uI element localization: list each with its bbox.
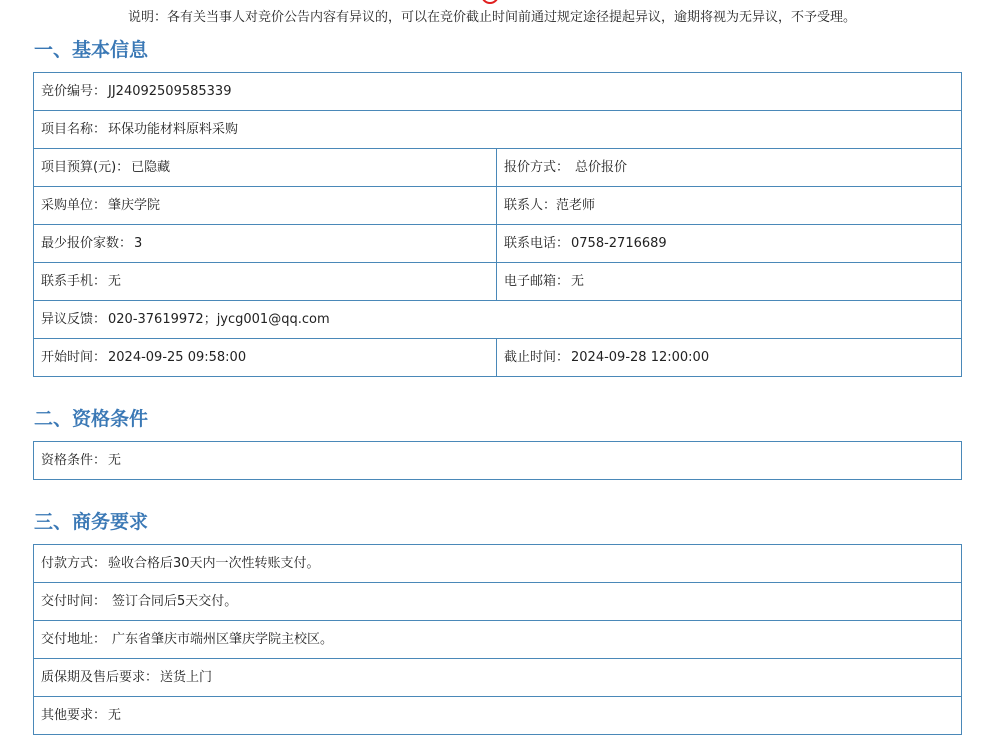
qualification-cell — [34, 442, 962, 480]
table-row — [34, 111, 962, 149]
delivery-time-label: 交付时间： — [41, 593, 107, 609]
objection-feedback-label: 异议反馈： — [41, 311, 107, 327]
end-time-label: 截止时间： — [504, 349, 570, 365]
start-time-value: 2024-09-25 09:58:00 — [108, 349, 247, 365]
contact-label: 联系人： — [504, 197, 557, 213]
purchaser-cell — [34, 187, 497, 225]
warranty-value: 送货上门 — [160, 669, 213, 685]
objection-feedback-cell — [34, 301, 962, 339]
mobile-label: 联系手机： — [41, 273, 107, 289]
mobile-cell — [34, 263, 497, 301]
table-row — [34, 149, 962, 187]
objection-notice: 说明：各有关当事人对竞价公告内容有异议的，可以在竞价截止时间前通过规定途径提起异议，逾期将视为无异议，不予受理。 — [127, 10, 856, 25]
contact-value: 范老师 — [556, 197, 596, 213]
objection-feedback-value: 020-37619972；jycg001@qq.com — [108, 311, 330, 327]
qualification-table — [33, 441, 962, 480]
basic-info-table — [33, 72, 962, 377]
start-time-label: 开始时间： — [41, 349, 107, 365]
heading-circle-mark — [481, 0, 499, 4]
section-business-title: 三、商务要求 — [34, 511, 149, 533]
section-basic-info-title: 一、基本信息 — [34, 39, 149, 61]
payment-label: 付款方式： — [41, 555, 107, 571]
qualification-label: 资格条件： — [41, 452, 107, 468]
delivery-address-value: 广东省肇庆市端州区肇庆学院主校区。 — [112, 631, 334, 647]
project-name-value: 环保功能材料原料采购 — [108, 121, 239, 137]
quote-method-cell — [497, 149, 962, 187]
mobile-value: 无 — [108, 273, 122, 289]
min-quotes-cell — [34, 225, 497, 263]
table-row — [34, 583, 962, 621]
section-qualification-title: 二、资格条件 — [34, 408, 149, 430]
email-label: 电子邮箱： — [504, 273, 570, 289]
warranty-label: 质保期及售后要求： — [41, 669, 159, 685]
purchaser-label: 采购单位： — [41, 197, 107, 213]
table-row — [34, 545, 962, 583]
payment-cell — [34, 545, 962, 583]
table-row — [34, 301, 962, 339]
table-row — [34, 73, 962, 111]
other-requirements-label: 其他要求： — [41, 707, 107, 723]
table-row — [34, 225, 962, 263]
phone-value: 0758-2716689 — [571, 235, 667, 251]
budget-label: 项目预算(元)： — [41, 159, 130, 175]
purchaser-value: 肇庆学院 — [108, 197, 161, 213]
delivery-address-cell — [34, 621, 962, 659]
table-row — [34, 621, 962, 659]
end-time-value: 2024-09-28 12:00:00 — [571, 349, 710, 365]
min-quotes-label: 最少报价家数： — [41, 235, 133, 251]
bid-number-cell — [34, 73, 962, 111]
payment-value: 验收合格后30天内一次性转账支付。 — [108, 555, 320, 571]
bid-number-value: JJ24092509585339 — [108, 83, 232, 99]
start-time-cell — [34, 339, 497, 377]
quote-method-value: 总价报价 — [575, 159, 628, 175]
table-row — [34, 697, 962, 735]
business-requirements-table — [33, 544, 962, 735]
budget-value: 已隐藏 — [131, 159, 171, 175]
qualification-value: 无 — [108, 452, 122, 468]
table-row — [34, 339, 962, 377]
project-name-cell — [34, 111, 962, 149]
table-row — [34, 263, 962, 301]
project-name-label: 项目名称： — [41, 121, 107, 137]
quote-method-label: 报价方式： — [504, 159, 570, 175]
table-row — [34, 187, 962, 225]
min-quotes-value: 3 — [134, 235, 143, 251]
warranty-cell — [34, 659, 962, 697]
end-time-cell — [497, 339, 962, 377]
contact-cell — [497, 187, 962, 225]
email-cell — [497, 263, 962, 301]
table-row — [34, 442, 962, 480]
bid-number-label: 竞价编号： — [41, 83, 107, 99]
delivery-time-value: 签订合同后5天交付。 — [112, 593, 238, 609]
page-heading-clipped — [0, 0, 984, 4]
budget-cell — [34, 149, 497, 187]
other-requirements-value: 无 — [108, 707, 122, 723]
phone-cell — [497, 225, 962, 263]
other-requirements-cell — [34, 697, 962, 735]
delivery-time-cell — [34, 583, 962, 621]
table-row — [34, 659, 962, 697]
delivery-address-label: 交付地址： — [41, 631, 107, 647]
email-value: 无 — [571, 273, 585, 289]
phone-label: 联系电话： — [504, 235, 570, 251]
